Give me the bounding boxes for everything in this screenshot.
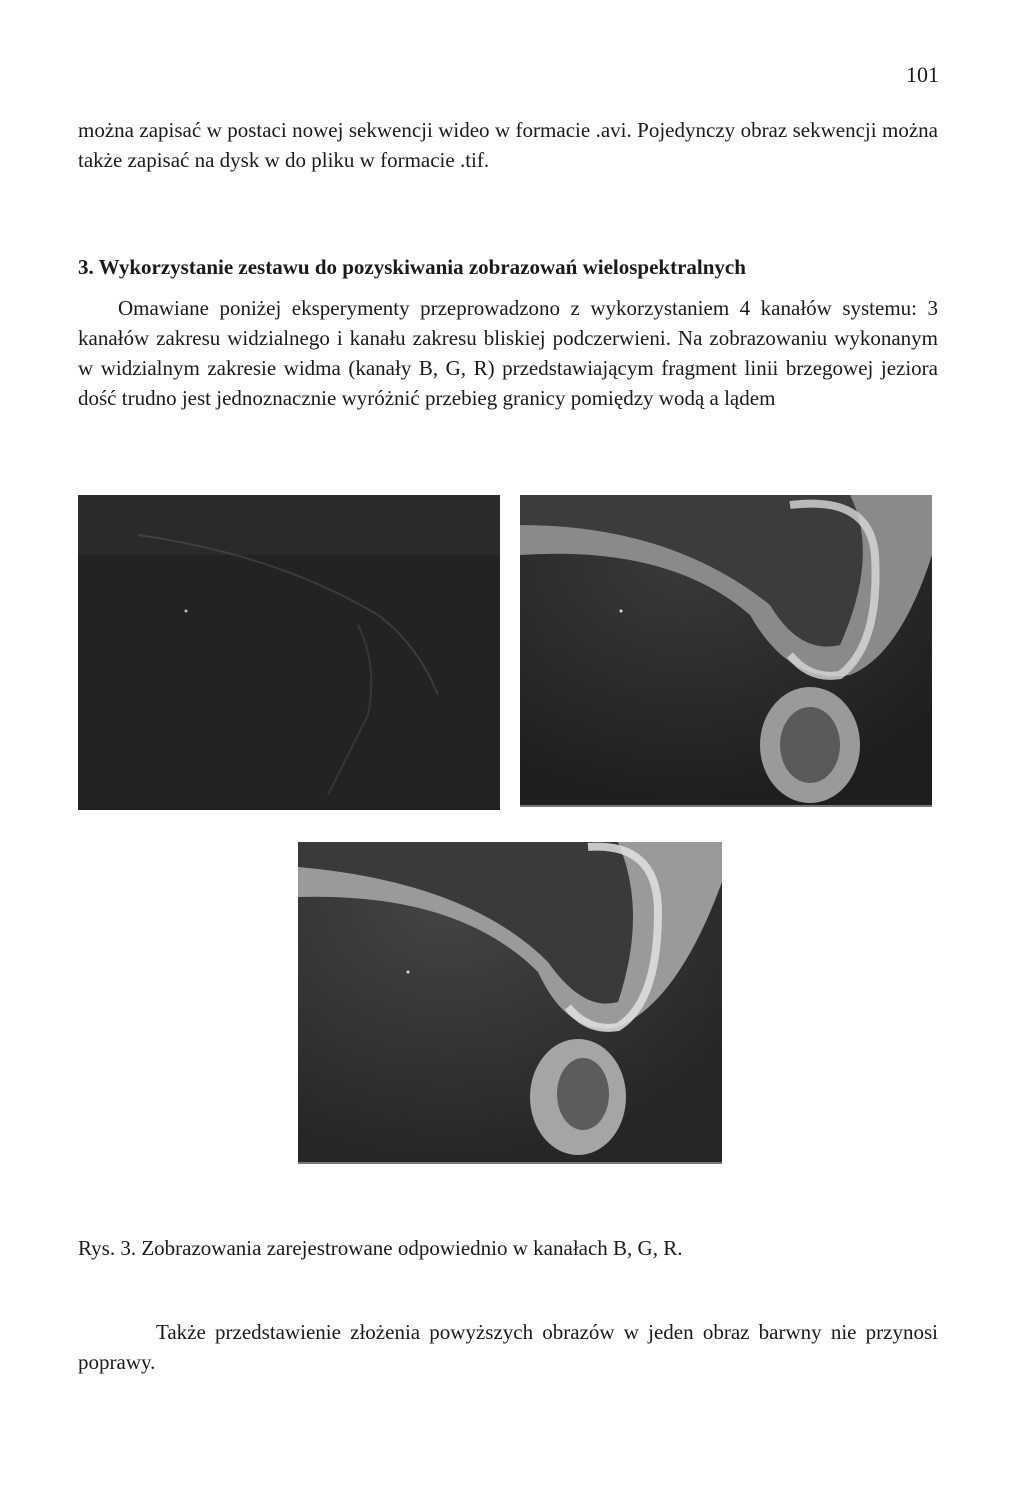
figure-image-channel-r xyxy=(298,842,722,1164)
paragraph-experiments: Omawiane poniżej eksperymenty przeprowadzono z wykorzystaniem 4 kanałów systemu: 3 kanałów zakresu widzialnego i kanału zakresu bliskiej podczerwieni. Na zobrazowaniu wykonanym w widzialnym zakresie widma (kanały B, G, R) przedstawiającym fragment linii brzegowej jeziora dość trudno jest jednoznacznie wyróżnić przebieg granicy pomiędzy wodą a lądem xyxy=(78,296,938,410)
figure-caption: Rys. 3. Zobrazowania zarejestrowane odpowiednio w kanałach B, G, R. xyxy=(78,1236,683,1260)
paragraph-intro: można zapisać w postaci nowej sekwencji wideo w formacie .avi. Pojedynczy obraz sekwencji można także zapisać na dysk w do pliku w formacie .tif. xyxy=(78,118,938,172)
section-heading: 3. Wykorzystanie zestawu do pozyskiwania zobrazowań wielospektralnych xyxy=(78,255,746,279)
figure-image-channel-g xyxy=(520,495,932,807)
paragraph-conclusion: Także przedstawienie złożenia powyższych obrazów w jeden obraz barwny nie przynosi poprawy. xyxy=(78,1320,938,1374)
page-number: 101 xyxy=(906,62,939,87)
figure-image-channel-b xyxy=(78,495,500,810)
